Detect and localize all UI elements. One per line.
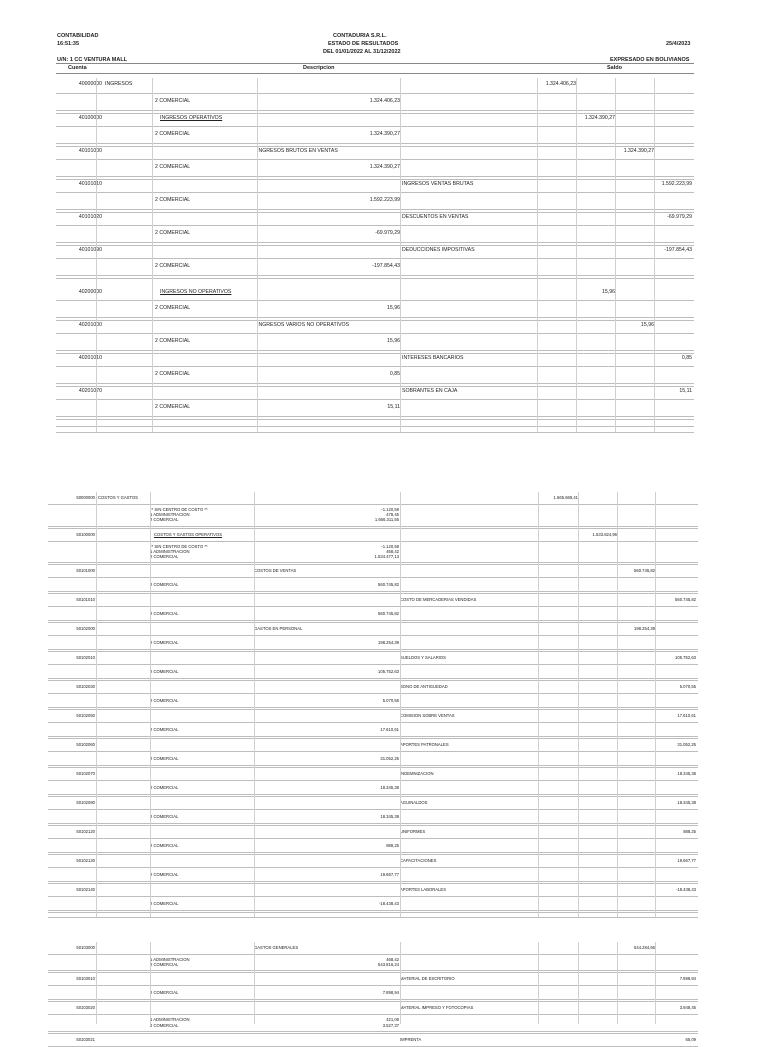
cost-center-balance: 198.254,39 — [378, 640, 399, 646]
account-description: GASTOS EN PERSONAL — [254, 626, 303, 632]
cost-center-label: 2 COMERCIAL — [155, 230, 191, 236]
cost-center-label: 2 COMERCIAL — [155, 404, 191, 410]
account-balance: 15,96 — [602, 289, 615, 295]
column-divider — [655, 942, 656, 1024]
account-description: DESCUENTOS EN VENTAS — [402, 214, 469, 220]
company-name: CONTADURIA S.R.L. — [333, 33, 387, 39]
cost-center-balance: 0,85 — [389, 371, 400, 377]
cost-center-balance: 15,96 — [387, 305, 400, 311]
row-divider — [48, 972, 698, 973]
account-code: 50102140 — [76, 887, 95, 893]
cost-center-label: 2 COMERCIAL — [150, 554, 179, 559]
row-divider — [48, 528, 698, 529]
account-description: BONO DE ANTIGUEDAD — [400, 684, 448, 690]
cost-center-label: 2 COMERCIAL — [155, 197, 191, 203]
account-description: INGRESOS OPERATIVOS — [160, 115, 223, 121]
row-divider — [48, 809, 698, 810]
cost-center-balance: 5.070,55 — [382, 698, 399, 704]
row-divider — [48, 794, 698, 795]
row-divider — [48, 825, 698, 826]
column-divider — [96, 78, 97, 432]
column-divider — [538, 492, 539, 917]
account-code: 50102120 — [76, 829, 95, 835]
cost-center-label: ** SIN CENTRO DE COSTO ** — [150, 507, 208, 512]
cost-center-balance: 1.592.223,99 — [369, 197, 400, 203]
cost-center-balance: -18.438,43 — [378, 901, 399, 907]
row-divider — [48, 593, 698, 594]
account-code: 50102080 — [76, 800, 95, 806]
account-code: 40200000 — [78, 289, 102, 295]
column-divider — [617, 942, 618, 1024]
cost-center-label: 2 COMERCIAL — [155, 305, 191, 311]
row-divider — [48, 796, 698, 797]
column-divider — [150, 492, 151, 917]
row-divider — [48, 765, 698, 766]
row-divider — [48, 620, 698, 621]
account-code: 50101000 — [76, 568, 95, 574]
account-description: INGRESOS VARIOS NO OPERATIVOS — [257, 322, 350, 328]
row-divider — [48, 910, 698, 911]
account-balance: 544.284,66 — [634, 945, 655, 950]
row-divider — [48, 751, 698, 752]
account-description: COMISION SOBRE VENTAS — [400, 713, 455, 719]
cost-center-balance: 7.898,94 — [382, 990, 399, 996]
account-code: 50103000 — [76, 945, 95, 950]
column-divider — [578, 942, 579, 1024]
report-page-3 — [0, 940, 768, 1042]
cost-center-balance: 560.745,82 — [378, 611, 399, 617]
account-balance: 1.324.406,23 — [545, 81, 576, 87]
cost-center-balance: 17.610,61 — [380, 727, 399, 733]
row-divider — [48, 622, 698, 623]
account-code: 50102130 — [76, 858, 95, 864]
column-divider — [152, 78, 153, 432]
column-divider — [537, 78, 538, 432]
row-divider — [48, 504, 698, 505]
cost-center-balance: 888,25 — [386, 843, 399, 849]
row-divider — [48, 823, 698, 824]
row-divider — [48, 591, 698, 592]
column-divider — [400, 942, 401, 1024]
account-code: 50101010 — [76, 597, 95, 603]
cost-center-label: 2 COMERCIAL — [155, 263, 191, 269]
account-description: INGRESOS — [105, 81, 133, 87]
cost-center-label: 2 COMERCIAL — [150, 517, 179, 523]
cost-center-balance: 31.052,25 — [380, 756, 399, 762]
account-balance: 65,09 — [685, 1036, 696, 1042]
row-divider — [48, 1001, 698, 1002]
account-balance: 1.533.824,96 — [592, 531, 617, 537]
cost-center-label: 2 COMERCIAL — [150, 611, 179, 617]
account-code: 40000000 — [78, 81, 102, 87]
account-balance: 5.070,55 — [679, 684, 696, 690]
column-divider — [538, 942, 539, 1024]
column-divider — [400, 78, 401, 432]
account-description: MATERIAL IMPRESO Y FOTOCOPIAS — [400, 1005, 474, 1011]
account-description: IMPRENTA — [400, 1036, 422, 1042]
cost-center-balance: 1.666.311,55 — [374, 517, 399, 523]
row-divider — [48, 738, 698, 739]
row-divider — [48, 651, 698, 652]
cost-center-label: 2 COMERCIAL — [155, 371, 191, 377]
report-period: DEL 01/01/2022 AL 31/12/2022 — [323, 49, 401, 55]
row-divider — [48, 564, 698, 565]
row-divider — [48, 881, 698, 882]
account-description: APORTES LABORALES — [400, 887, 447, 893]
account-code: 40100000 — [78, 115, 102, 121]
account-code: 50103010 — [76, 976, 95, 982]
account-description: INGRESOS NO OPERATIVOS — [160, 289, 232, 295]
row-divider — [48, 954, 698, 955]
account-description: INGRESOS BRUTOS EN VENTAS — [257, 148, 338, 154]
row-divider — [48, 722, 698, 723]
account-balance: 1.665.669,41 — [553, 495, 578, 500]
account-description: CAPACITACIONES — [400, 858, 437, 864]
row-divider — [48, 780, 698, 781]
account-description: UNIFORMES — [400, 829, 426, 835]
row-divider — [48, 526, 698, 527]
row-divider — [48, 664, 698, 665]
column-divider — [576, 78, 577, 432]
column-divider — [257, 78, 258, 432]
cost-center-label: 2 COMERCIAL — [155, 131, 191, 137]
cost-center-balance: 105.752,63 — [378, 669, 399, 675]
row-divider — [48, 1033, 698, 1034]
account-description: INGRESOS VENTAS BRUTAS — [402, 181, 474, 187]
cost-center-label: 2 COMERCIAL — [150, 756, 179, 762]
cost-center-balance: 1.324.390,27 — [369, 131, 400, 137]
row-divider — [48, 1031, 698, 1032]
cost-center-label: 2 COMERCIAL — [150, 843, 179, 849]
account-balance: 888,25 — [683, 829, 696, 835]
cost-center-balance: 18.345,38 — [380, 785, 399, 791]
account-balance: 560.745,82 — [634, 568, 655, 574]
account-balance: 15,96 — [641, 322, 654, 328]
row-divider — [56, 432, 694, 433]
cost-center-balance: 468,42 — [386, 548, 399, 554]
account-code: 50102050 — [76, 713, 95, 719]
account-description: COSTO DE MERCADERIAS VENDIDAS — [400, 597, 477, 603]
cost-center-balance: -1.120,59 — [381, 507, 399, 512]
account-description: SUELDOS Y SALARIOS — [400, 655, 446, 661]
row-divider — [48, 678, 698, 679]
cost-center-balance: -69.979,29 — [375, 230, 400, 236]
currency-note: EXPRESADO EN BOLIVIANOS — [610, 57, 690, 63]
cost-center-label: 2 COMERCIAL — [150, 698, 179, 704]
cost-center-balance: 421,08 — [386, 1017, 399, 1023]
account-code: 50102060 — [76, 742, 95, 748]
account-balance: 18.345,38 — [677, 800, 696, 806]
account-description: INDEMNIZACION — [400, 771, 434, 777]
account-code: 50102070 — [76, 771, 95, 777]
account-balance: 1.592.223,99 — [661, 181, 692, 187]
column-divider — [655, 492, 656, 917]
row-divider — [48, 635, 698, 636]
account-code: 40101000 — [78, 148, 102, 154]
row-divider — [48, 917, 698, 918]
department-label: CONTABILIDAD — [57, 33, 99, 39]
row-divider — [48, 649, 698, 650]
cost-center-label: 2 COMERCIAL — [150, 990, 179, 996]
cost-center-balance: 478,45 — [386, 512, 399, 518]
column-divider — [96, 492, 97, 917]
account-description: GASTOS GENERALES — [254, 945, 299, 950]
row-divider — [48, 1014, 698, 1015]
cost-center-label: 2 COMERCIAL — [155, 98, 191, 104]
row-divider — [48, 577, 698, 578]
account-code: 50103021 — [76, 1036, 95, 1042]
cost-center-label: 1 ADMINISTRACION — [150, 548, 190, 554]
account-description: COSTOS Y GASTOS — [98, 495, 138, 500]
account-code: 50100000 — [76, 531, 95, 537]
cost-center-label: 2 COMERCIAL — [150, 727, 179, 733]
cost-center-balance: 15,11 — [387, 404, 400, 410]
column-divider — [254, 492, 255, 917]
account-balance: 105.752,63 — [675, 655, 696, 661]
account-description: AGUINALDOS — [400, 800, 428, 806]
row-divider — [48, 970, 698, 971]
cost-center-balance: -1.120,59 — [381, 543, 399, 549]
row-divider — [48, 562, 698, 563]
account-code: 40101010 — [78, 181, 102, 187]
row-divider — [48, 852, 698, 853]
row-divider — [48, 707, 698, 708]
account-balance: 0,85 — [681, 355, 692, 361]
account-balance: 18.345,38 — [677, 771, 696, 777]
cost-center-label: 2 COMERCIAL — [150, 814, 179, 820]
column-header-descripcion: Descripcion — [303, 65, 335, 71]
row-divider — [48, 736, 698, 737]
row-divider — [48, 854, 698, 855]
account-balance: 1.324.390,27 — [623, 148, 654, 154]
account-description: COSTOS DE VENTAS — [254, 568, 297, 574]
cost-center-balance: 1.534.477,13 — [374, 554, 399, 559]
account-code: 40201000 — [78, 322, 102, 328]
cost-center-balance: 543.816,24 — [378, 962, 399, 968]
account-balance: 7.898,94 — [679, 976, 696, 982]
report-date: 25/4/2023 — [666, 41, 691, 47]
cost-center-label: 2 COMERCIAL — [150, 901, 179, 907]
cost-center-balance: 468,42 — [386, 957, 399, 962]
cost-center-label: ** SIN CENTRO DE COSTO ** — [150, 543, 208, 549]
account-code: 50102010 — [76, 655, 95, 661]
cost-center-balance: -197.854,43 — [372, 263, 400, 269]
account-balance: 15,11 — [679, 388, 692, 394]
account-code: 50103020 — [76, 1005, 95, 1011]
row-divider — [48, 883, 698, 884]
row-divider — [48, 541, 698, 542]
cost-center-balance: 18.345,38 — [380, 814, 399, 820]
cost-center-label: 2 COMERCIAL — [150, 669, 179, 675]
account-code: 40201010 — [78, 355, 102, 361]
cost-center-balance: 3.527,37 — [382, 1022, 399, 1028]
row-divider — [48, 693, 698, 694]
column-divider — [254, 942, 255, 1024]
cost-center-label: 1 ADMINISTRACION — [150, 512, 190, 518]
account-description: COSTOS Y GASTOS OPERATIVOS — [154, 531, 223, 537]
report-page-2 — [0, 490, 768, 920]
account-code: 50102000 — [76, 626, 95, 632]
cost-center-label: 1 ADMINISTRACION — [150, 1017, 190, 1023]
account-code: 40101090 — [78, 247, 102, 253]
cost-center-balance: 19.667,77 — [380, 872, 399, 878]
column-divider — [578, 492, 579, 917]
account-code: 40201070 — [78, 388, 102, 394]
row-divider — [48, 985, 698, 986]
row-divider — [48, 896, 698, 897]
row-divider — [48, 709, 698, 710]
account-balance: -18.438,43 — [675, 887, 696, 893]
account-balance: -197.854,43 — [664, 247, 692, 253]
column-divider — [150, 942, 151, 1024]
row-divider — [48, 767, 698, 768]
cost-center-label: 2 COMERCIAL — [150, 962, 179, 968]
cost-center-label: 2 COMERCIAL — [150, 1022, 179, 1028]
report-page-1 — [0, 0, 768, 440]
cost-center-balance: 15,96 — [387, 338, 400, 344]
account-description: INTERESES BANCARIOS — [402, 355, 464, 361]
account-balance: 560.745,82 — [675, 597, 696, 603]
account-code: 40101020 — [78, 214, 102, 220]
print-time: 16:51:35 — [57, 41, 80, 47]
column-divider — [400, 492, 401, 917]
row-divider — [48, 999, 698, 1000]
cost-center-balance: 560.745,82 — [378, 582, 399, 588]
cost-center-label: 2 COMERCIAL — [150, 640, 179, 646]
account-balance: 198.254,39 — [634, 626, 655, 632]
column-divider — [615, 78, 616, 432]
cost-center-balance: 1.324.406,23 — [369, 98, 400, 104]
row-divider — [48, 867, 698, 868]
row-divider — [48, 606, 698, 607]
account-balance: 17.610,61 — [677, 713, 696, 719]
cost-center-label: 2 COMERCIAL — [150, 582, 179, 588]
row-divider — [48, 838, 698, 839]
row-divider — [48, 680, 698, 681]
account-balance: 31.052,25 — [677, 742, 696, 748]
cost-center-label: 2 COMERCIAL — [155, 164, 191, 170]
column-divider — [617, 492, 618, 917]
column-header-cuenta: Cuenta — [68, 65, 87, 71]
account-description: DEDUCCIONES IMPOSITIVAS — [402, 247, 475, 253]
account-code: 50102030 — [76, 684, 95, 690]
row-divider — [48, 912, 698, 913]
cost-center-label: 1 ADMINISTRACION — [150, 957, 190, 962]
cost-center-balance: 1.324.390,27 — [369, 164, 400, 170]
account-description: SOBRANTES EN CAJA — [402, 388, 458, 394]
account-code: 50000000 — [76, 495, 95, 500]
account-balance: 3.948,45 — [679, 1005, 696, 1011]
account-balance: -69.979,29 — [667, 214, 692, 220]
account-description: APORTES PATRONALES — [400, 742, 449, 748]
account-description: MATERIAL DE ESCRITORIO — [400, 976, 455, 982]
business-unit: U/N: 1 CC VENTURA MALL — [57, 57, 128, 63]
report-title: ESTADO DE RESULTADOS — [328, 41, 399, 47]
cost-center-label: 2 COMERCIAL — [155, 338, 191, 344]
account-balance: 1.324.390,27 — [584, 115, 615, 121]
cost-center-label: 2 COMERCIAL — [150, 785, 179, 791]
column-header-saldo: Saldo — [607, 65, 622, 71]
column-divider — [96, 942, 97, 1024]
account-balance: 19.667,77 — [677, 858, 696, 864]
cost-center-label: 2 COMERCIAL — [150, 872, 179, 878]
column-divider — [654, 78, 655, 432]
